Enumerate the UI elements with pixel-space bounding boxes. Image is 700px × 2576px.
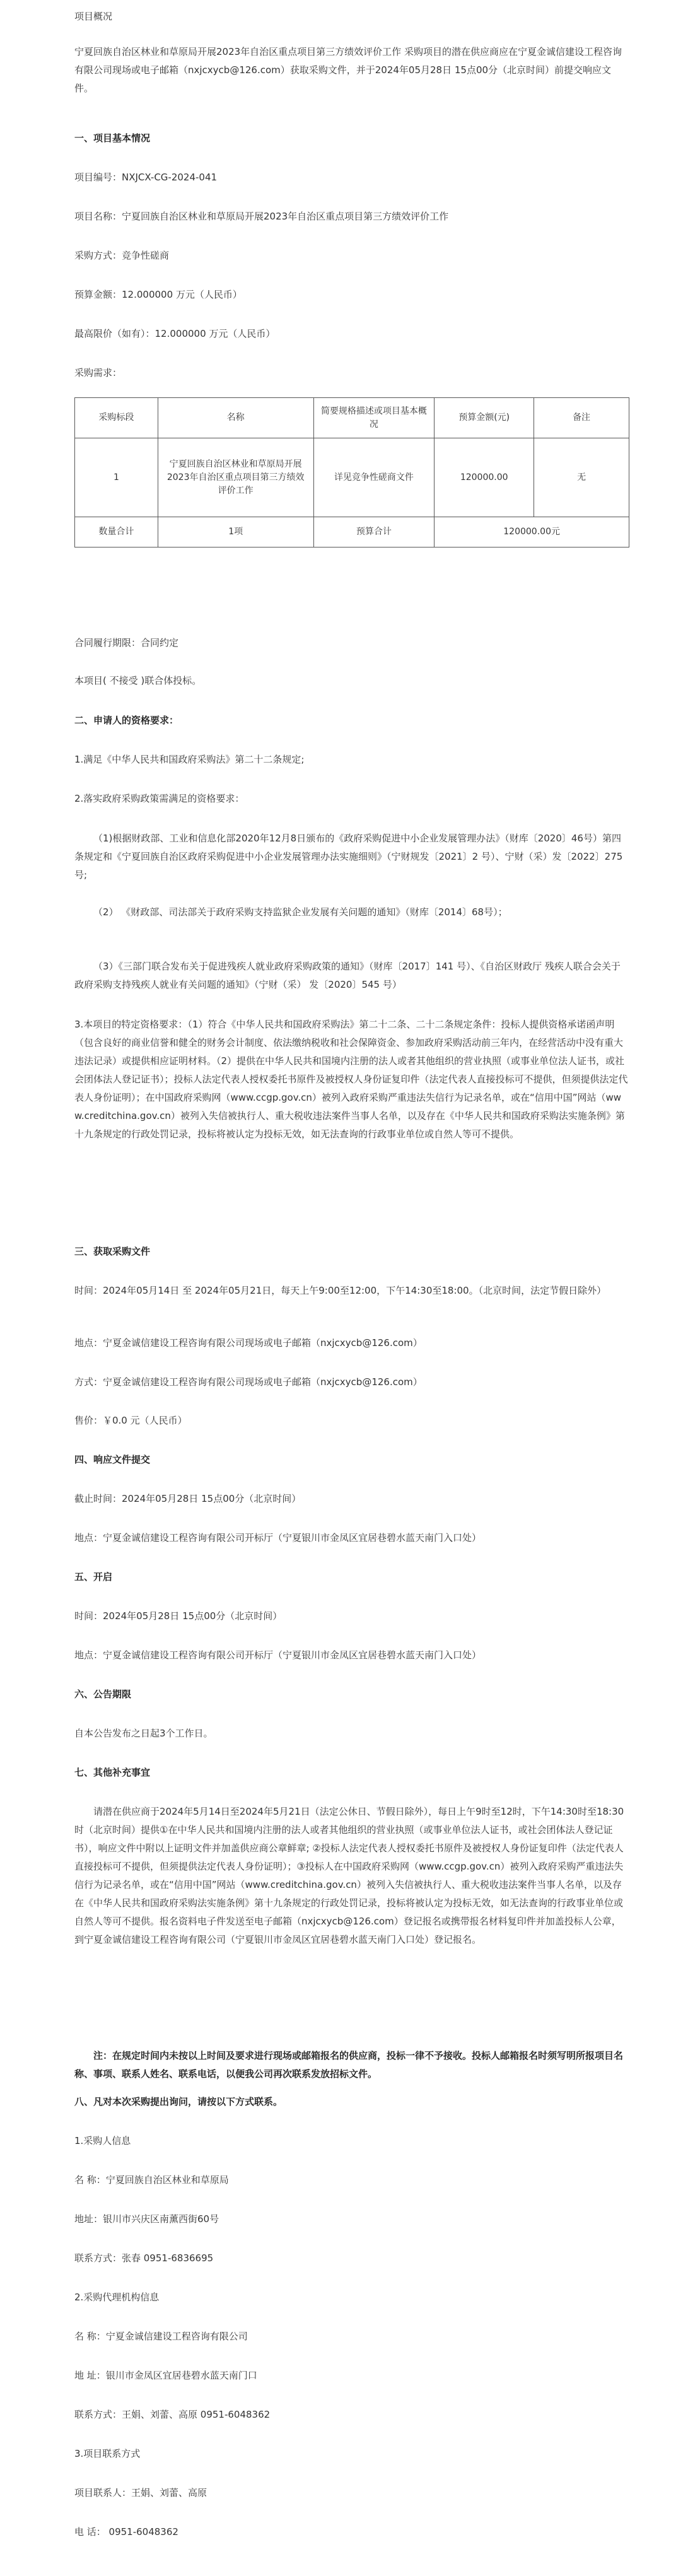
total-label: 数量合计 — [75, 517, 158, 547]
submission-deadline: 截止时间：2024年05月28日 15点00分（北京时间） — [74, 1493, 301, 1504]
overview-title: 项目概况 — [74, 11, 113, 22]
header-lot: 采购标段 — [75, 398, 158, 438]
doc-method: 方式：宁夏金诚信建设工程咨询有限公司现场或电子邮箱（nxjcxycb@126.com） — [74, 1376, 423, 1388]
overview-text: 宁夏回族自治区林业和草原局开展2023年自治区重点项目第三方绩效评价工作 采购项目的潜在供应商应在宁夏金诚信建设工程咨询有限公司现场或电子邮箱（nxjcxycb@126.com）获取采购文件，并于2024年05月28日 15点00分（北京时间）前提交响应文件。 — [74, 46, 622, 94]
doc-time: 时间：2024年05月14日 至 2024年05月21日，每天上午9:00至12:00，下午14:30至18:00。（北京时间，法定节假日除外） — [74, 1285, 607, 1296]
consortium-note: 本项目( 不接受 )联合体投标。 — [74, 675, 202, 686]
cell-description: 详见竞争性磋商文件 — [313, 438, 435, 517]
section-1-heading: 一、项目基本情况 — [74, 132, 151, 144]
submission-place: 地点：宁夏金诚信建设工程咨询有限公司开标厅（宁夏银川市金凤区宜居巷碧水蓝天南门入口处） — [74, 1532, 482, 1543]
header-budget: 预算金额(元) — [435, 398, 534, 438]
qualification-1: 1.满足《中华人民共和国政府采购法》第二十二条规定; — [74, 754, 305, 765]
section-8-heading: 八、凡对本次采购提出询问，请按以下方式联系。 — [74, 2096, 283, 2107]
agent-info-title: 2.采购代理机构信息 — [74, 2292, 160, 2303]
qualification-2a: （1)根据财政部、工业和信息化部2020年12月8日颁布的《政府采购促进中小企业发展管理办法》（财库〔2020〕46号）第四条规定和《宁夏回族自治区政府采购促进中小企业发展管理办法实施细则》（宁财规发〔2021〕2 号）、宁财（采）发〔2022〕275 号; — [74, 833, 623, 881]
cell-lot: 1 — [75, 438, 158, 517]
budget-amount: 预算金额：12.000000 万元（人民币） — [74, 289, 242, 300]
section-5-heading: 五、开启 — [74, 1571, 113, 1583]
opening-place: 地点：宁夏金诚信建设工程咨询有限公司开标厅（宁夏银川市金凤区宜居巷碧水蓝天南门入口处） — [74, 1649, 482, 1661]
header-name: 名称 — [158, 398, 313, 438]
doc-price: 售价：￥0.0 元（人民币） — [74, 1415, 187, 1426]
table-row — [75, 438, 629, 517]
project-contact-person: 项目联系人：王娟、刘蕾、高原 — [74, 2487, 207, 2498]
announcement-period: 自本公告发布之日起3个工作日。 — [74, 1728, 213, 1739]
max-price: 最高限价（如有）：12.000000 万元（人民币） — [74, 328, 276, 339]
agent-name: 名 称：宁夏金诚信建设工程咨询有限公司 — [74, 2331, 248, 2342]
header-remark: 备注 — [534, 398, 629, 438]
total-budget-label: 预算合计 — [313, 517, 435, 547]
supplementary-paragraph: 请潜在供应商于2024年5月14日至2024年5月21日（法定公休日、节假日除外），每日上午9时至12时，下午14:30时至18:30时（北京时间）提供①在中华人民共和国境内注册的法人或者其他组织的营业执照（或事业单位法人证书，或社会团体法人登记证书），响应文件中附以上证明文件并加盖供应商公章鲜章; ②投标人法定代表人授权委托书原件及被授权人身份证复印件（法定代表人直接投标可不提供，但须提供法定代表人身份证明）；③投标人在中国政府采购网（www.ccgp.gov.cn）被列入政府采购严重违法失信行为记录名单，或在“信用中国”网站（www.creditchina.gov.cn）被列入失信被执行人、重大税收违法案件当事人名单，以及存在《中华人民共和国政府采购法实施条例》第十九条规定的行政处罚记录，投标将被认定为投标无效，如无法查询的行政事业单位或自然人等可不提供。报名资料电子件发送至电子邮箱（nxjcxycb@126.com）登记报名或携带报名材料复印件并加盖投标人公章，到宁夏金诚信建设工程咨询有限公司（宁夏银川市金凤区宜居巷碧水蓝天南门入口处）登记报名。 — [74, 1806, 624, 1945]
table-header-row — [75, 398, 629, 438]
agent-address: 地 址：银川市金凤区宜居巷碧水蓝天南门口 — [74, 2370, 257, 2381]
procurement-requirement: 采购需求： — [74, 367, 122, 378]
section-7-heading: 七、其他补充事宜 — [74, 1767, 151, 1778]
qualification-3: 3.本项目的特定资格要求：（1）符合《中华人民共和国政府采购法》第二十二条、二十二条规定条件：投标人提供资格承诺函声明（包含良好的商业信誉和健全的财务会计制度、依法缴纳税收和社会保障资金、参加政府采购活动前三年内，在经营活动中没有重大违法记录）或提供相应证明材料。（2）提供在中华人民共和国境内注册的法人或者其他组织的营业执照（或事业单位法人证书，或社会团体法人登记证书）；投标人法定代表人授权委托书原件及被授权人身份证复印件（法定代表人直接投标可不提供，但须提供法定代表人身份证明）；在中国政府采购网（www.ccgp.gov.cn）被列入政府采购严重违法失信行为记录名单，或在“信用中国”网站（www.creditchina.gov.cn）被列入失信被执行人、重大税收违法案件当事人名单，以及存在《中华人民共和国政府采购法实施条例》第十九条规定的行政处罚记录，投标将被认定为投标无效，如无法查询的行政事业单位或自然人等可不提供。 — [74, 1019, 628, 1140]
qualification-2b: （2） 《财政部、司法部关于政府采购支持监狱企业发展有关问题的通知》（财库〔2014〕68号）； — [93, 906, 508, 918]
section-4-heading: 四、响应文件提交 — [74, 1454, 151, 1465]
qualification-2: 2.落实政府采购政策需满足的资格要求： — [74, 793, 245, 804]
registration-note: 注：在规定时间内未按以上时间及要求进行现场或邮箱报名的供应商，投标一律不予接收。投标人邮箱报名时须写明所报项目名称、事项、联系人姓名、联系电话，以便我公司再次联系发放招标文件。 — [74, 2050, 624, 2080]
procurement-table — [74, 397, 629, 547]
cell-amount: 120000.00 — [435, 438, 534, 517]
opening-time: 时间：2024年05月28日 15点00分（北京时间） — [74, 1610, 283, 1622]
project-contact-phone: 电 话： 0951-6048362 — [74, 2526, 178, 2538]
header-description: 简要规格描述或项目基本概况 — [313, 398, 435, 438]
section-2-heading: 二、申请人的资格要求： — [74, 715, 179, 726]
total-quantity: 1项 — [158, 517, 313, 547]
section-6-heading: 六、公告期限 — [74, 1689, 132, 1700]
project-name: 项目名称：宁夏回族自治区林业和草原局开展2023年自治区重点项目第三方绩效评价工作 — [74, 211, 449, 222]
procurement-method: 采购方式：竞争性磋商 — [74, 250, 170, 261]
qualification-2c: （3）《三部门联合发布关于促进残疾人就业政府采购政策的通知》（财库〔2017〕141 号）、《自治区财政厅 残疾人联合会关于政府采购支持残疾人就业有关问题的通知》（宁财（采） 发〔2020〕545 号） — [74, 961, 621, 990]
doc-place: 地点：宁夏金诚信建设工程咨询有限公司现场或电子邮箱（nxjcxycb@126.com） — [74, 1337, 423, 1349]
section-3-heading: 三、获取采购文件 — [74, 1246, 151, 1257]
buyer-name: 名 称：宁夏回族自治区林业和草原局 — [74, 2174, 229, 2186]
agent-contact: 联系方式：王娟、刘蕾、高原 0951-6048362 — [74, 2409, 271, 2420]
contract-term: 合同履行期限：合同约定 — [74, 637, 179, 648]
cell-name: 宁夏回族自治区林业和草原局开展2023年自治区重点项目第三方绩效评价工作 — [158, 438, 313, 517]
project-contact-title: 3.项目联系方式 — [74, 2448, 141, 2459]
cell-remark: 无 — [534, 438, 629, 517]
buyer-address: 地址：银川市兴庆区南薰西街60号 — [74, 2213, 219, 2225]
table-total-row — [75, 517, 629, 547]
buyer-contact: 联系方式：张春 0951-6836695 — [74, 2252, 214, 2264]
buyer-info-title: 1.采购人信息 — [74, 2135, 131, 2146]
total-budget: 120000.00元 — [435, 517, 629, 547]
project-number: 项目编号：NXJCX-CG-2024-041 — [74, 172, 218, 183]
